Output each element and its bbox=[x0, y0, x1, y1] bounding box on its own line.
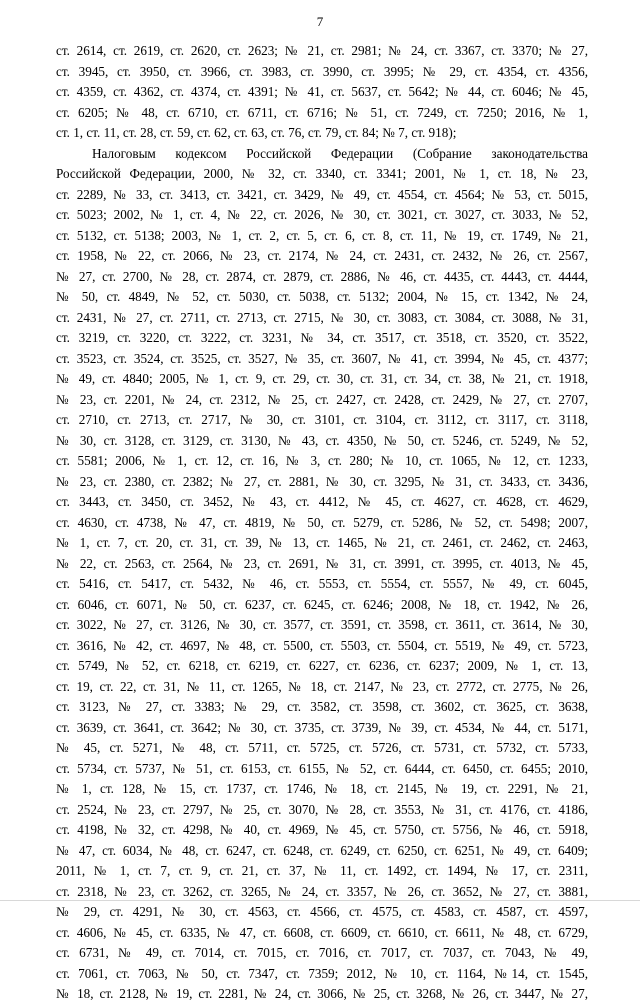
text-line: ст. 6046, ст. 6071, № 50, ст. 6237, ст. 6245, ст. 6246; 2008, № 18, ст. 1942, № 26, bbox=[56, 596, 588, 612]
body-text bbox=[56, 41, 588, 1005]
text-line: Российской Федерации, 2000, № 32, ст. 3340, ст. 3341; 2001, № 1, ст. 18, № 23, bbox=[56, 166, 588, 181]
text-line: ст. 2614, ст. 2619, ст. 2620, ст. 2623; № 21, ст. 2981; № 24, ст. 3367, ст. 3370; № 27, bbox=[56, 43, 588, 58]
scan-edge-divider bbox=[0, 900, 640, 901]
page-number: 7 bbox=[316, 14, 324, 29]
text-line: 2011, № 1, ст. 7, ст. 9, ст. 21, ст. 37, № 11, ст. 1492, ст. 1494, № 17, ст. 2311, bbox=[56, 863, 588, 878]
text-line: ст. 3639, ст. 3641, ст. 3642; № 30, ст. 3735, ст. 3739, № 39, ст. 4534, № 44, ст. 5171, bbox=[56, 719, 588, 735]
text-line: № 45, ст. 5271, № 48, ст. 5711, ст. 5725, ст. 5726, ст. 5731, ст. 5732, ст. 5733, bbox=[56, 740, 588, 755]
text-line: ст. 7061, ст. 7063, № 50, ст. 7347, ст. 7359; 2012, № 10, ст. 1164, №14, ст. 1545, bbox=[56, 965, 588, 981]
text-line: № 47, ст. 6034, № 48, ст. 6247, ст. 6248, ст. 6249, ст. 6250, ст. 6251, № 49, ст. 6409; bbox=[56, 842, 588, 858]
text-line: ст. 6205; № 48, ст. 6710, ст. 6711, ст. 6716; № 51, ст. 7249, ст. 7250; 2016, № 1, bbox=[56, 104, 588, 120]
text-line: ст. 5416, ст. 5417, ст. 5432, № 46, ст. 5553, ст. 5554, ст. 5557, № 49, ст. 6045, bbox=[56, 576, 588, 591]
text-line: ст. 5132, ст. 5138; 2003, № 1, ст. 2, ст. 5, ст. 6, ст. 8, ст. 11, № 19, ст. 1749, № 21, bbox=[56, 227, 588, 243]
text-line: ст. 5734, ст. 5737, № 51, ст. 6153, ст. 6155, № 52, ст. 6444, ст. 6450, ст. 6455; 2010, bbox=[56, 760, 588, 776]
text-line: ст. 4606, № 45, ст. 6335, № 47, ст. 6608, ст. 6609, ст. 6610, ст. 6611, № 48, ст. 6729, bbox=[56, 924, 588, 940]
text-line: ст. 6731, № 49, ст. 7014, ст. 7015, ст. 7016, ст. 7017, ст. 7037, ст. 7043, № 49, bbox=[56, 945, 588, 960]
text-line: ст. 5749, № 52, ст. 6218, ст. 6219, ст. 6227, ст. 6236, ст. 6237; 2009, № 1, ст. 13, bbox=[56, 658, 588, 673]
text-line: ст. 2710, ст. 2713, ст. 2717, № 30, ст. 3101, ст. 3104, ст. 3112, ст. 3117, ст. 3118, bbox=[56, 412, 588, 427]
text-line: № 29, ст. 4291, № 30, ст. 4563, ст. 4566, ст. 4575, ст. 4583, ст. 4587, ст. 4597, bbox=[56, 904, 588, 919]
text-line: ст. 19, ст. 22, ст. 31, № 11, ст. 1265, № 18, ст. 2147, № 23, ст. 2772, ст. 2775, № 26, bbox=[56, 678, 588, 694]
text-line: № 50, ст. 4849, № 52, ст. 5030, ст. 5038, ст. 5132; 2004, № 15, ст. 1342, № 24, bbox=[56, 289, 588, 304]
text-line: ст. 5581; 2006, № 1, ст. 12, ст. 16, № 3, ст. 280; № 10, ст. 1065, № 12, ст. 1233, bbox=[56, 453, 588, 468]
text-line: № 22, ст. 2563, ст. 2564, № 23, ст. 2691, № 31, ст. 3991, ст. 3995, ст. 4013, № 45, bbox=[56, 555, 588, 571]
text-line: ст. 4359, ст. 4362, ст. 4374, ст. 4391; № 41, ст. 5637, ст. 5642; № 44, ст. 6046; № 45, bbox=[56, 84, 588, 99]
text-line: ст. 3443, ст. 3450, ст. 3452, № 43, ст. 4412, № 45, ст. 4627, ст. 4628, ст. 4629, bbox=[56, 494, 588, 509]
text-line: № 30, ст. 3128, ст. 3129, ст. 3130, № 43, ст. 4350, № 50, ст. 5246, ст. 5249, № 52, bbox=[56, 432, 588, 448]
text-line: № 1, ст. 128, № 15, ст. 1737, ст. 1746, № 18, ст. 2145, № 19, ст. 2291, № 21, bbox=[56, 781, 588, 796]
text-line: ст. 2318, № 23, ст. 3262, ст. 3265, № 24, ст. 3357, № 26, ст. 3652, № 27, ст. 3881, bbox=[56, 883, 588, 899]
paragraph-first-line: Налоговым кодексом Российской Федерации (Собрание законодательства bbox=[92, 145, 588, 161]
text-line: ст. 2431, № 27, ст. 2711, ст. 2713, ст. 2715, № 30, ст. 3083, ст. 3084, ст. 3088, № 31, bbox=[56, 309, 588, 325]
text-line: ст. 2289, № 33, ст. 3413, ст. 3421, ст. 3429, № 49, ст. 4554, ст. 4564; № 53, ст. 5015, bbox=[56, 186, 588, 202]
text-line: ст. 3022, № 27, ст. 3126, № 30, ст. 3577, ст. 3591, ст. 3598, ст. 3611, ст. 3614, № 30, bbox=[56, 617, 588, 632]
text-line: № 49, ст. 4840; 2005, № 1, ст. 9, ст. 29, ст. 30, ст. 31, ст. 34, ст. 38, № 21, ст. 1918, bbox=[56, 371, 588, 386]
text-line: ст. 1, ст. 11, ст. 28, ст. 59, ст. 62, ст. 63, ст. 76, ст. 79, ст. 84; № 7, ст. 918); bbox=[56, 125, 457, 140]
text-line: ст. 2524, № 23, ст. 2797, № 25, ст. 3070, № 28, ст. 3553, № 31, ст. 4176, ст. 4186, bbox=[56, 801, 588, 817]
text-line: ст. 4198, № 32, ст. 4298, № 40, ст. 4969, № 45, ст. 5750, ст. 5756, № 46, ст. 5918, bbox=[56, 822, 588, 837]
text-line: ст. 3945, ст. 3950, ст. 3966, ст. 3983, ст. 3990, ст. 3995; № 29, ст. 4354, ст. 4356, bbox=[56, 63, 588, 79]
text-line: ст. 1958, № 22, ст. 2066, № 23, ст. 2174, № 24, ст. 2431, ст. 2432, № 26, ст. 2567, bbox=[56, 248, 588, 263]
text-line: № 23, ст. 2380, ст. 2382; № 27, ст. 2881, № 30, ст. 3295, № 31, ст. 3433, ст. 3436, bbox=[56, 473, 588, 489]
text-line: № 27, ст. 2700, № 28, ст. 2874, ст. 2879, ст. 2886, № 46, ст. 4435, ст. 4443, ст. 4444, bbox=[56, 268, 588, 284]
text-line: № 1, ст. 7, ст. 20, ст. 31, ст. 39, № 13, ст. 1465, № 21, ст. 2461, ст. 2462, ст. 2463, bbox=[56, 535, 588, 550]
text-line: ст. 4630, ст. 4738, № 47, ст. 4819, № 50, ст. 5279, ст. 5286, № 52, ст. 5498; 2007, bbox=[56, 514, 588, 530]
text-line: ст. 3219, ст. 3220, ст. 3222, ст. 3231, № 34, ст. 3517, ст. 3518, ст. 3520, ст. 3522, bbox=[56, 330, 588, 345]
text-line: ст. 3616, № 42, ст. 4697, № 48, ст. 5500, ст. 5503, ст. 5504, ст. 5519, № 49, ст. 5723, bbox=[56, 637, 588, 653]
text-line: ст. 3123, № 27, ст. 3383; № 29, ст. 3582, ст. 3598, ст. 3602, ст. 3625, ст. 3638, bbox=[56, 699, 588, 714]
text-line: № 23, ст. 2201, № 24, ст. 2312, № 25, ст. 2427, ст. 2428, ст. 2429, № 27, ст. 2707, bbox=[56, 391, 588, 407]
text-line: № 18, ст. 2128, № 19, ст. 2281, № 24, ст. 3066, № 25, ст. 3268, № 26, ст. 3447, № 27, bbox=[56, 986, 588, 1001]
text-line: ст. 5023; 2002, № 1, ст. 4, № 22, ст. 2026, № 30, ст. 3021, ст. 3027, ст. 3033, № 52, bbox=[56, 207, 588, 222]
text-line: ст. 3523, ст. 3524, ст. 3525, ст. 3527, № 35, ст. 3607, № 41, ст. 3994, № 45, ст. 4377; bbox=[56, 350, 588, 366]
